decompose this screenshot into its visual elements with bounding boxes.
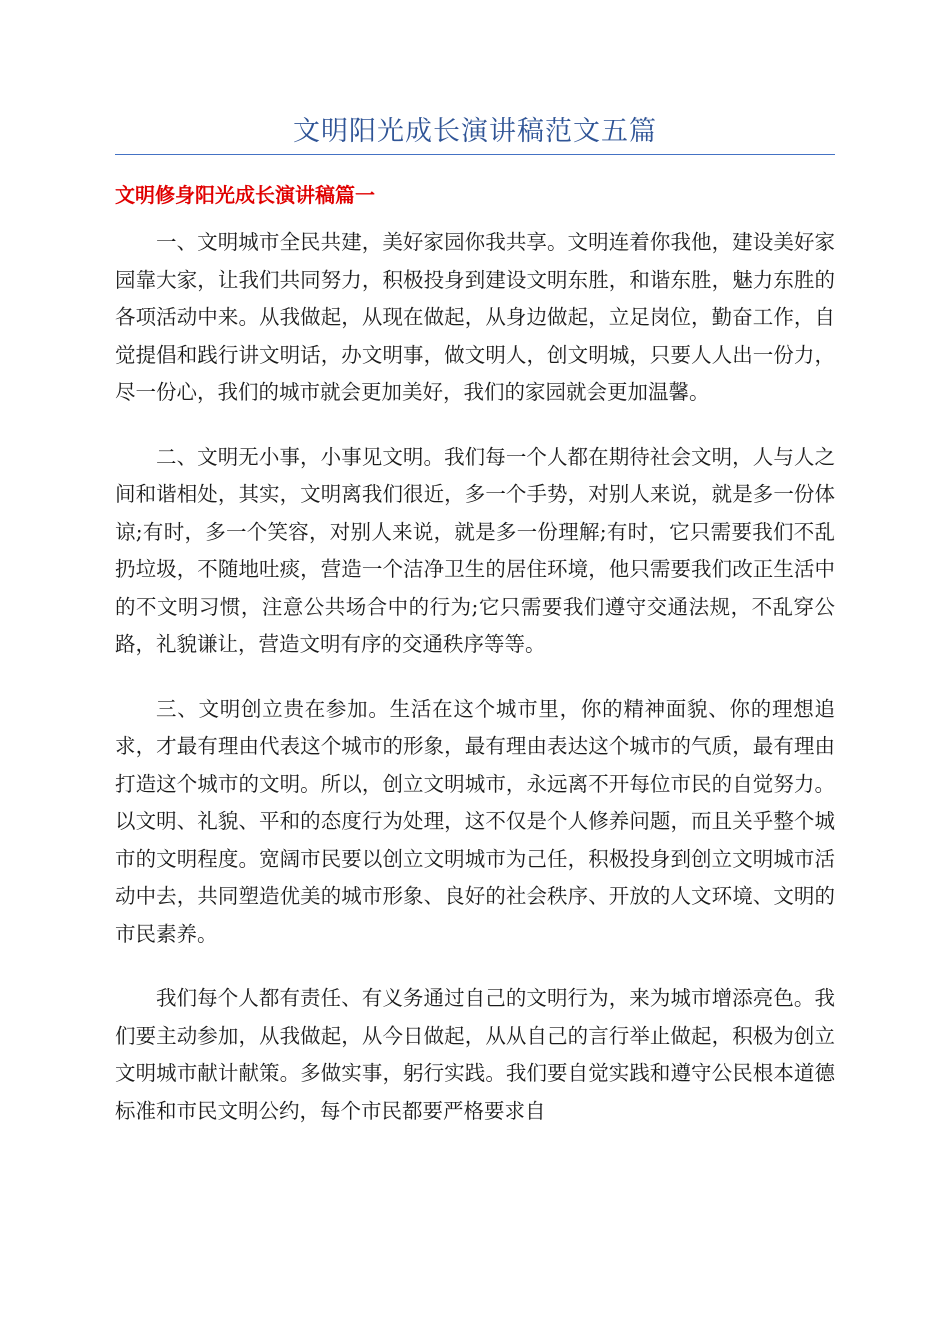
document-title: 文明阳光成长演讲稿范文五篇: [293, 116, 657, 147]
body-text: [115, 224, 835, 1157]
paragraph-4: 我们每个人都有责任、有义务通过自己的文明行为，来为城市增添亮色。我们要主动参加，从我做起，从今日做起，从从自己的言行举止做起，积极为创立文明城市献计献策。多做实事，躬行实践。我们要自觉实践和遵守公民根本道德标准和市民文明公约，每个市民都要严格要求自: [115, 986, 835, 1123]
paragraph-2: 二、文明无小事，小事见文明。我们每一个人都在期待社会文明，人与人之间和谐相处，其实，文明离我们很近，多一个手势，对别人来说，就是多一份体谅;有时，多一个笑容，对别人来说，就是多一份理解;有时，它只需要我们不乱扔垃圾，不随地吐痰，营造一个洁净卫生的居住环境，他只需要我们改正生活中的不文明习惯，注意公共场合中的行为;它只需要我们遵守交通法规，不乱穿公路，礼貌谦让，营造文明有序的交通秩序等等。: [115, 444, 835, 656]
title-underline: [115, 154, 835, 155]
section-heading: 文明修身阳光成长演讲稿篇一: [115, 183, 375, 207]
paragraph-1: 一、文明城市全民共建，美好家园你我共享。文明连着你我他，建设美好家园靠大家，让我们共同努力，积极投身到建设文明东胜，和谐东胜，魅力东胜的各项活动中来。从我做起，从现在做起，从身边做起，立足岗位，勤奋工作，自觉提倡和践行讲文明话，办文明事，做文明人，创文明城，只要人人出一份力，尽一份心，我们的城市就会更加美好，我们的家园就会更加温馨。: [115, 230, 835, 404]
paragraph-3: 三、文明创立贵在参加。生活在这个城市里，你的精神面貌、你的理想追求，才最有理由代表这个城市的形象，最有理由表达这个城市的气质，最有理由打造这个城市的文明。所以，创立文明城市，永远离不开每位市民的自觉努力。以文明、礼貌、平和的态度行为处理，这不仅是个人修养问题，而且关乎整个城市的文明程度。宽阔市民要以创立文明城市为己任，积极投身到创立文明城市活动中去，共同塑造优美的城市形象、良好的社会秩序、开放的人文环境、文明的市民素养。: [115, 696, 835, 946]
